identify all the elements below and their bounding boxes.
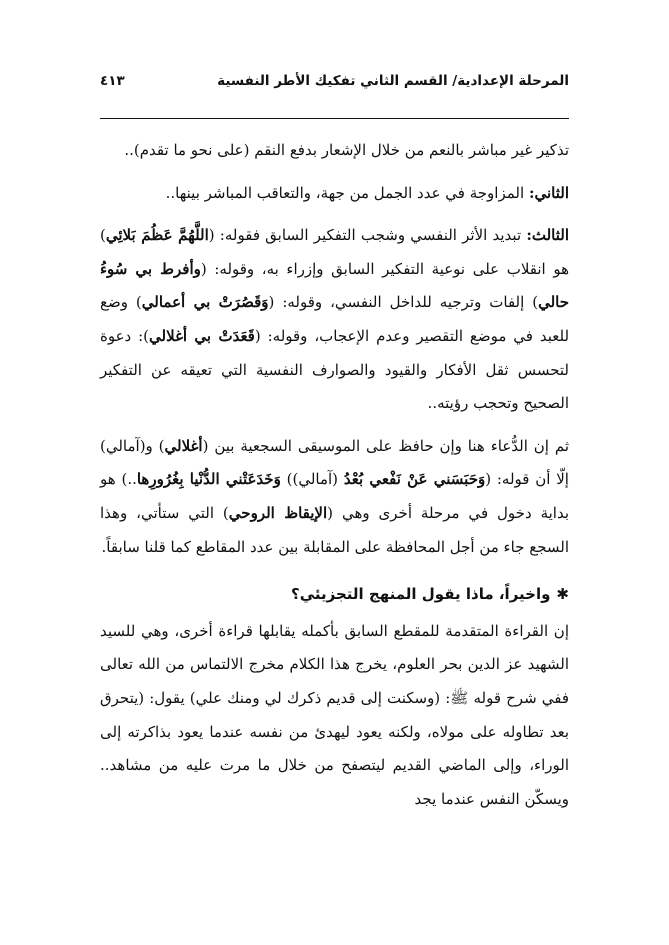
p4-part-a: ثم إن الدُّعاء هنا وإن حافظ على الموسيقى السجعية بين ( [202, 436, 569, 455]
section-heading [100, 578, 569, 612]
paragraph-2-text: المزاوجة في عدد الجمل من جهة، والتعاقب المباشر بينها.. [165, 183, 525, 202]
quote-short-deeds: وَقَصُرَتْ بي أعمالي [141, 293, 269, 312]
third-label: الثالث: [526, 226, 569, 245]
p3-part-d: ) وضع للعبد في موضع التقصير وعدم الإعجاب، وقوله: ( [100, 293, 570, 345]
quote-bad-state: وأفرط بي سُوءُ حالي [100, 259, 570, 312]
page-header [100, 66, 569, 96]
p3-part-b: ) هو انقلاب على نوعية التفكير السابق وإزراء به، وقوله: ( [100, 226, 569, 278]
p4-part-b: ) و(آمالي) إلّا أن قوله: ( [100, 436, 569, 489]
second-label: الثاني: [528, 183, 569, 202]
quote-my-affliction: اللَّهُمَّ عَظُمَ بَلائِي [105, 226, 209, 245]
quote-shackles: قَعَدَتْ بي أغلالي [149, 326, 255, 345]
quote-deceived-world: وَخَدَعَتْني الدُّنْيا بِغُرُورِها [136, 470, 281, 489]
paragraph-5-text: إن القراءة المتقدمة للمقطع السابق بأكمله يقابلها قراءة أخرى، وهي للسيد الشهيد عز الدين بحر العلوم، يخرج هذا الكلام مخرج الالتماس من الله تعالى ففي شرح قوله ﷺ: (وسكنت إلى قديم ذكرك لي ومنك علي) يقول: (يتحرق بعد تطاوله على مولاه، ولكنه يعود ليهدئ من نفسه عندما يعود بذاكرته إلى الوراء، وإلى الماضي القديم ليتصفح من خلال ما مرت عليه من مشاهد.. ويسكّن النفس عندما يجد [100, 621, 569, 808]
quote-withheld: وَحَبَسَني عَنْ نَفْعي بُعْدُ [343, 470, 486, 489]
p3-part-c: ) إلفات وترجيه للداخل النفسي، وقوله: ( [268, 293, 539, 312]
paragraph-5 [100, 615, 569, 817]
running-title: المرحلة الإعدادية/ القسم الثاني تفكيك الأطر النفسية [217, 73, 569, 89]
p3-part-e: ): دعوة لتحسس ثقل الأفكار والقيود والصوارف النفسية التي تعيقه عن التفكير الصحيح وتحجب رؤيته.. [100, 326, 569, 413]
star-icon: ✱ [556, 585, 569, 604]
p4-part-d: ..) هو بداية دخول في مرحلة أخرى وهي ( [100, 470, 570, 522]
p4-part-e: ) التي ستأتي، وهذا السجع جاء من أجل المحافظة على المقابلة بين عدد المقاطع كما قلنا سابقاً. [100, 503, 569, 556]
paragraph-1 [100, 134, 569, 168]
quote-aghlali: أغلالي [164, 436, 203, 455]
header-rule [100, 118, 569, 119]
quote-spiritual-awakening: الإيقاظ الروحي [228, 503, 328, 522]
page-number: ٤١٣ [100, 73, 125, 89]
page-body [100, 134, 569, 816]
p3-part-a: تبديد الأثر النفسي وشجب التفكير السابق فقوله: ( [208, 226, 522, 245]
paragraph-3 [100, 219, 569, 421]
section-heading-text: واخيراً، ماذا يقول المنهج التجزيئي؟ [291, 585, 551, 604]
p4-part-c: (آمالي)) [280, 470, 344, 489]
paragraph-2 [100, 177, 569, 211]
paragraph-4 [100, 430, 569, 564]
paragraph-1-text: تذكير غير مباشر بالنعم من خلال الإشعار بدفع النقم (على نحو ما تقدم).. [124, 141, 569, 159]
